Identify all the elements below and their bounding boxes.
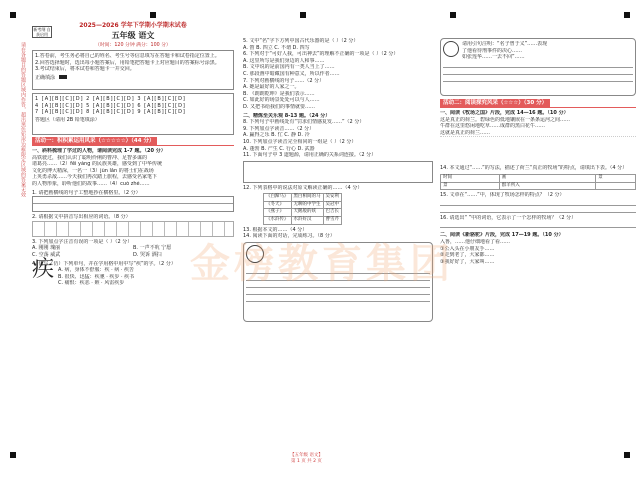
corner-mark: [10, 12, 16, 18]
question-label: 16. 请选出“ ”中的词语，它表示了一个怎样的牧场？（2 分）: [440, 214, 577, 221]
reading-line: 这就是真正的荷兰……: [440, 129, 491, 136]
question-label: 14. 本文通过“……”的写法，描述了荷兰“真正的牧场”的特点，请填出下表。（4 分）: [440, 165, 628, 172]
option[interactable]: A. 病，身体不舒服：疾 · 病 · 疾苦: [58, 267, 135, 274]
question-line: 5. 文中“名”字下方列中国古代乐器的是（ ）（2 分）: [243, 38, 359, 44]
answer-bubbles[interactable]: 7 [A][B][C][D] 8 [A][B][C][D] 9 [A][B][C][D]: [35, 109, 186, 116]
question-label: 15. 文章在“……”中，体现了牧场怎样的特点？（2 分）: [440, 192, 565, 199]
option[interactable]: B. 一声不吭 宁愿: [133, 245, 172, 252]
question-line: 13. 根据本文的……（4 分）: [243, 226, 308, 233]
option[interactable]: C. 空荡 威武: [32, 251, 61, 258]
question-line: 6. 下列对于“可好人我，可出神去”的理解不正确的一项是（ ）（2 分）: [243, 51, 399, 58]
corner-mark: [300, 12, 306, 18]
reading-title: 二、阅读《新骆驼》片段，完成 17—19 题。（10 分）: [440, 232, 564, 239]
reading-line: 入鲁，……他仔细地看了看……: [440, 238, 511, 245]
answer-bubbles[interactable]: 1 [A][B][C][D] 2 [A][B][C][D] 3 [A][B][C][D]: [35, 96, 186, 102]
copy-lines[interactable]: [32, 196, 234, 212]
question-line: 14. 阅读下面的对话，完成练习。（8 分）: [243, 233, 335, 240]
watermark: 金榜教育集团: [190, 241, 454, 287]
table-row: 《燕子》 天鹅般的妖 巴吉长: [264, 209, 342, 217]
question-line: 8. 下列句子中画线处有“罚求们情感复发……”（2 分）: [243, 119, 365, 126]
author-table: [263, 193, 342, 224]
reading-line: 牛群在这里悠闲地吃草……成群的黑白花牛……: [440, 123, 546, 130]
exam-title: 2025—2026 学年下学期小学期末试卷: [79, 22, 187, 29]
notice-line: 3.考试结束后，将本试卷和答题卡一并交回。: [35, 66, 135, 73]
notice-line: 2.回答选择题时，选出每小题答案后，用铅笔把答题卡上对应题目的答案标号涂黑。: [35, 59, 220, 66]
corner-mark: [450, 12, 456, 18]
question-intro: 一、斜料梳理了学过的人物，请阅读完成 1-7 题。（20 分）: [32, 148, 166, 154]
question-label: 4. 仿写（仿）下列单句，并在学用格中用中写“疾”的字。（2 分）: [32, 260, 176, 267]
passage-line: 高铁驶过，我们认识了聪明伶俐的曹冲、足智多谋的: [32, 154, 148, 161]
option[interactable]: B. 很快、迅猛：疾驰 · 疾步 · 疾书: [58, 273, 135, 280]
option[interactable]: C. 痛恨：疾恶 · 嫉 · 风雷疾步: [58, 280, 125, 287]
filled-box-icon: [59, 75, 67, 79]
reading-line: ③我好好了，大家叫……: [440, 258, 495, 265]
answer-line[interactable]: [440, 221, 636, 228]
question-line: A. 这里所写是我们身边的人和事……: [243, 57, 325, 64]
table-row: 时间 画 景: [441, 174, 636, 182]
question-label: 2. 请根据文中拼音写出相应的词语。（8 分）: [32, 214, 131, 221]
question-line: 7. 下列对画横线的句子……（2 分）: [243, 77, 325, 84]
reading-line: 这是真正的荷兰。碧绿色的低地镶嵌在一条条运河之间……: [440, 116, 571, 123]
passage: [32, 155, 234, 188]
question-line: A. 她是最好的人家之一。: [243, 84, 300, 91]
side-instruction-text: 请在各题目的答题区域内作答，超出黑色矩形边框限定区域的答案无效: [20, 42, 26, 197]
passage-line: 诸葛亮……（2）fēi yáng 的民族英雄，感受到了中华传统: [32, 161, 162, 168]
question-line: C. 那段画中暗藏国有种意义，所以作者……: [243, 70, 340, 77]
dialogue-box: [440, 38, 636, 96]
avatar: [443, 41, 459, 57]
dialogue-line: 了他看待刑事件的决心……: [462, 47, 523, 54]
question-label: 1. 请把画横线的句子工整地抄在横格里。（2 分）: [32, 189, 141, 196]
question-line: C. 如此好的场景处处可以与人……: [243, 97, 320, 104]
passage-line: 上英勇杀敌……今天我们再次踏上旅程，去感受名家笔下: [32, 174, 158, 181]
answer-bubbles[interactable]: 4 [A][B][C][D] 5 [A][B][C][D] 6 [A][B][C][D]: [35, 102, 186, 109]
fill-table[interactable]: [440, 174, 636, 190]
question-line: B. 《朗朗乾坤》是我们表示……: [243, 90, 315, 97]
side-instruction: [20, 42, 30, 462]
question-line: B. 文中说的是前国内有一类人当上了……: [243, 64, 335, 71]
page-footer: [290, 452, 323, 464]
footer-page: 第 1 页 共 2 页: [291, 459, 322, 464]
table-row: 《冬天》 无聊的中学生 吴冠中: [264, 201, 342, 209]
exam-header: [32, 20, 234, 48]
reading-title: 一、阅读《牧场之国》片段，完成 14—16 题。（10 分）: [440, 110, 569, 116]
question-line: 二、精炼至关乐观 8-13 题。（24 分）: [243, 112, 331, 119]
table-row: 《白蹄马》 黑白相间的马 吴安利: [264, 194, 342, 202]
question-line: D. 又把书给我们的事情就要……: [243, 103, 316, 110]
table-row: 《水浒传》 水浒好汉 曹雪芹: [264, 217, 342, 225]
option[interactable]: A. 刚刚 瑰丽: [32, 245, 61, 252]
corner-mark: [10, 452, 16, 458]
stamp-badge: 新考纲 自获启用: [33, 27, 51, 37]
answer-area-label: 答题区（请用 2B 铅笔填涂）: [35, 116, 100, 123]
answer-grid: [32, 93, 234, 135]
corner-mark: [150, 12, 156, 18]
notice-line: 1.答卷前，考生务必将自己的姓名、考生号等信息填写在答题卡和试卷指定位置上。: [35, 53, 220, 59]
check-label: 正确填涂: [35, 74, 56, 81]
table-row: 景 群羊所入: [441, 182, 636, 190]
passage-line: 文化的博大精深，一名一（3）jùn lǎn 的将士们在战场: [32, 167, 154, 174]
question-line: A. 赢得之乐 B. 忙 C. 静 D. 冷: [243, 132, 310, 139]
reading-line: ①公入头在小朋友手……: [440, 245, 495, 252]
question-line: A. 蓬勃 B. 产生 C. 行心 D. 武器: [243, 145, 315, 152]
reading-line: ②走到老了，大家都……: [440, 252, 495, 259]
question-label: 3. 下列加点字注音有误的一项是（ ）（2 分）: [32, 238, 133, 245]
dialogue-line: 如张莲华……一去不回”……: [462, 54, 525, 61]
dialogue-line: 请用引句注明：“名子曾于义”……表现: [462, 41, 548, 47]
section-header: [32, 137, 234, 146]
big-character: 疾: [32, 257, 55, 283]
exam-subject: 五年级 语文: [111, 31, 155, 40]
answer-box[interactable]: [243, 161, 433, 183]
passage-line: 的人物形象，聆听他们的故事……（4）cuò zhé……: [32, 180, 150, 187]
answer-line[interactable]: [440, 206, 636, 213]
notice-box: [32, 50, 234, 90]
corner-mark: [624, 12, 630, 18]
exam-time: （时间：120 分钟 满分：100 分）: [95, 43, 171, 48]
question-line: 9. 下列加点字读音……（2 分）: [243, 125, 315, 132]
question-line: A. 笛 B. 四立 C. 不谓 D. 四写: [243, 44, 310, 51]
column-3: [440, 38, 636, 458]
question-line: 10. 下列加点字读音完全相同的一组是（ ）（2 分）: [243, 138, 357, 145]
question-line: 11. 下面句子中 3 道题源，请用正确的关系词连接。（2 分）: [243, 152, 377, 159]
section-header: [440, 99, 636, 108]
answer-line[interactable]: [440, 199, 636, 206]
question-line: 12. 下列表格中的说法对原文解读正确的……（4 分）: [243, 184, 363, 191]
section-title: 活动一：积积累运用风采（☆☆☆☆☆）（44 分）: [32, 137, 157, 145]
option[interactable]: D. 哭诉 洒扫: [133, 251, 162, 258]
exam-sheet: [10, 12, 632, 462]
footer-subject: 【五年级 语文】: [290, 453, 323, 458]
section-title: 活动二：阅读探究风采（☆☆☆）（30 分）: [440, 99, 550, 107]
